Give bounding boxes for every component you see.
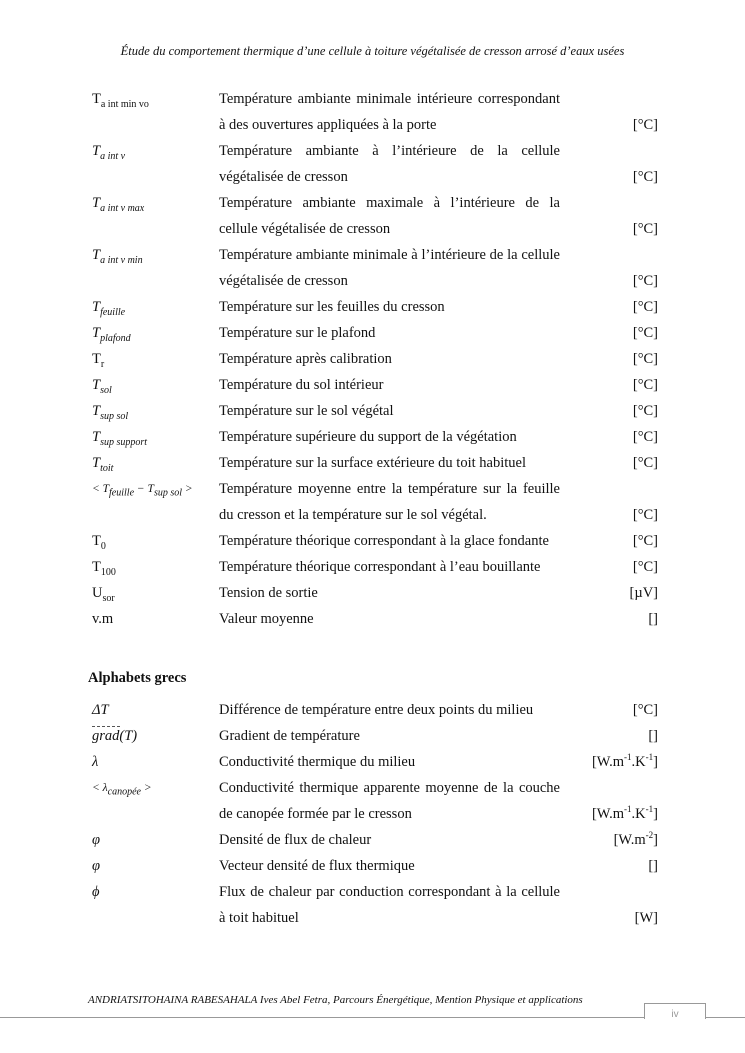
description: Flux de chaleur par conduction correspondant à la cellule à toit habituel [219, 884, 560, 926]
unit: [°C] [632, 507, 658, 523]
description: Différence de température entre deux points du milieu [219, 702, 534, 718]
description: Température ambiante maximale à l’intérieure de la cellule végétalisée de cresson [219, 195, 560, 237]
unit: [°C] [632, 117, 658, 133]
description: Température moyenne entre la température sur la feuille du cresson et la température sur le sol végétal. [219, 481, 560, 523]
page-content [88, 86, 658, 931]
symbol: $U_{sor}$ [92, 585, 115, 604]
page-number: iv [644, 1003, 706, 1019]
table-row [92, 450, 658, 476]
symbol: $T_{feuille}$ [92, 299, 126, 318]
description: Gradient de température [219, 728, 360, 744]
table-row [92, 398, 658, 424]
unit: [] [648, 858, 658, 874]
table-row [92, 294, 658, 320]
table-row [92, 827, 658, 853]
unit: [°C] [632, 455, 658, 471]
unit: [°C] [632, 403, 658, 419]
symbol: $T_{a int v max}$ [92, 195, 145, 214]
description: Conductivité thermique du milieu [219, 754, 416, 770]
table-row [92, 879, 658, 931]
description: Température sur le sol végétal [219, 403, 394, 419]
unit: $[W.m^{-2}]$ [613, 830, 658, 848]
table-row [92, 242, 658, 294]
symbol: φ [92, 832, 101, 848]
description: Température sur les feuilles du cresson [219, 299, 445, 315]
description: Température sur le plafond [219, 325, 376, 341]
unit: [°C] [632, 299, 658, 315]
unit: $[W.m^{-1}.K^{-1}]$ [591, 804, 658, 822]
description: Température ambiante à l’intérieure de la cellule végétalisée de cresson [219, 143, 560, 185]
description: Densité de flux de chaleur [219, 832, 372, 848]
table-row [92, 346, 658, 372]
description: Température théorique correspondant à l’eau bouillante [219, 559, 541, 575]
unit: [] [648, 611, 658, 627]
symbol: $T_{plafond}$ [92, 325, 131, 344]
symbol: v.m [92, 611, 114, 627]
unit: [°C] [632, 533, 658, 549]
symbol: $T_{100}$ [92, 559, 116, 578]
table-row [92, 853, 658, 879]
table-row [92, 723, 658, 749]
symbol: ϕ [92, 884, 100, 900]
symbol: $T_{sol}$ [92, 377, 112, 396]
unit: [°C] [632, 169, 658, 185]
symbol: φ⃗ [92, 858, 112, 874]
table-row [92, 606, 658, 632]
unit: [°C] [632, 221, 658, 237]
description: Température après calibration [219, 351, 392, 367]
unit: [°C] [632, 325, 658, 341]
unit: [W] [634, 910, 658, 926]
description: Température théorique correspondant à la glace fondante [219, 533, 549, 549]
table-row [92, 190, 658, 242]
footer-rule [0, 1017, 745, 1018]
description: Valeur moyenne [219, 611, 314, 627]
symbol: < $T_{feuille} - T_{sup sol}$ > [92, 483, 193, 499]
symbol: $T_{a int v}$ [92, 143, 126, 162]
unit: [°C] [632, 559, 658, 575]
unit: [°C] [632, 273, 658, 289]
table-row [92, 476, 658, 528]
table-row [92, 138, 658, 190]
symbol: $T_{a int v min}$ [92, 247, 143, 266]
table-row [92, 424, 658, 450]
table-row [92, 320, 658, 346]
unit: [°C] [632, 702, 658, 718]
table-row [92, 554, 658, 580]
symbol [92, 723, 219, 749]
symbol: ΔT [92, 702, 109, 718]
unit: $[W.m^{-1}.K^{-1}]$ [591, 752, 658, 770]
symbol: < $\lambda_{canopée}$ > [92, 782, 152, 798]
description: Vecteur densité de flux thermique [219, 858, 415, 874]
symbol: λ [92, 754, 99, 770]
description: Température supérieure du support de la végétation [219, 429, 517, 445]
table-row [92, 580, 658, 606]
description: Température ambiante minimale à l’intérieure de la cellule végétalisée de cresson [219, 247, 560, 289]
description: Température ambiante minimale intérieure correspondant à des ouvertures appliquées à la porte [219, 91, 560, 133]
symbol: $T_{toit}$ [92, 455, 114, 474]
table-row [92, 528, 658, 554]
unit: [°C] [632, 351, 658, 367]
table-row [92, 775, 658, 827]
description: Tension de sortie [219, 585, 318, 601]
symbol: $T_{sup support}$ [92, 429, 148, 448]
symbol: $T_{sup sol}$ [92, 403, 129, 422]
unit: [µV] [629, 585, 658, 601]
symbol: $T_r$ [92, 351, 105, 370]
gradient-symbol: grad(T) [92, 723, 137, 749]
nomenclature-list [92, 86, 658, 632]
section-title: Alphabets grecs [88, 670, 187, 686]
table-row [92, 372, 658, 398]
footer-text: ANDRIATSITOHAINA RABESAHALA Ives Abel Fetra, Parcours Énergétique, Mention Physique et applications [88, 994, 583, 1006]
unit: [°C] [632, 377, 658, 393]
symbol: $T_{a int min vo}$ [92, 91, 149, 110]
symbol: $T_0$ [92, 533, 106, 552]
description: Conductivité thermique apparente moyenne de la couche de canopée formée par le cresson [219, 780, 560, 822]
table-row [92, 749, 658, 775]
table-row [92, 697, 658, 723]
description: Température du sol intérieur [219, 377, 384, 393]
unit: [°C] [632, 429, 658, 445]
description: Température sur la surface extérieure du toit habituel [219, 455, 526, 471]
unit: [] [648, 728, 658, 744]
greek-symbols-list [92, 697, 658, 931]
table-row [92, 86, 658, 138]
running-header: Étude du comportement thermique d’une cellule à toiture végétalisée de cresson arrosé d’eaux usées [120, 44, 625, 58]
